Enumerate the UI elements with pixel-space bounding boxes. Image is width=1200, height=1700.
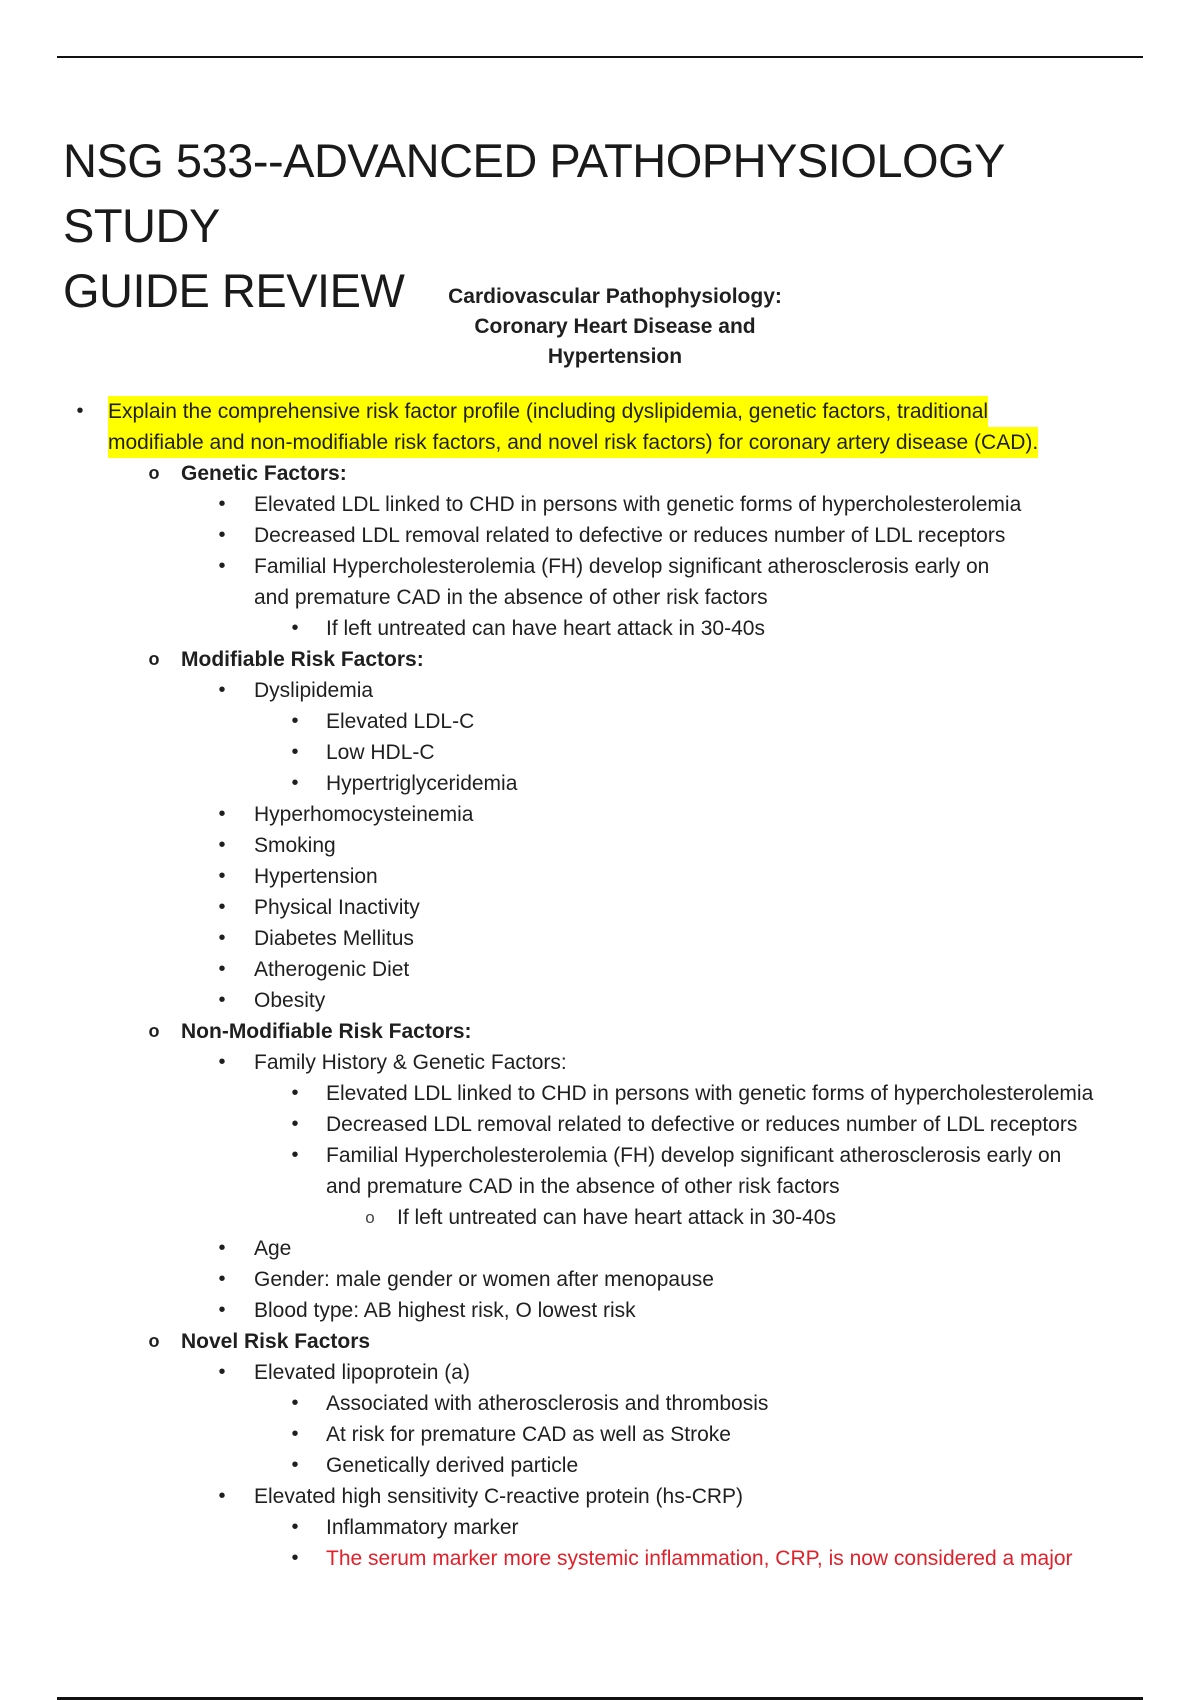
bullet-dot-icon: •	[291, 1516, 299, 1538]
bullet-dot-icon: •	[291, 741, 299, 763]
bullet-dot-icon: •	[218, 803, 226, 825]
bullet-dot-icon: •	[218, 493, 226, 515]
outline-item	[0, 644, 1200, 675]
bullet-dot-icon: •	[218, 524, 226, 546]
bullet-dot-icon: •	[291, 617, 299, 639]
bullet-dot-icon: •	[291, 1423, 299, 1445]
document-title-line-1: NSG 533--ADVANCED PATHOPHYSIOLOGY STUDY	[63, 134, 1005, 252]
outline-text: Novel Risk Factors	[181, 1330, 371, 1353]
bullet-dot-icon: •	[218, 1268, 226, 1290]
subtitle-line-2: Coronary Heart Disease and	[474, 315, 756, 338]
outline-text: Modifiable Risk Factors:	[181, 648, 424, 671]
outline-text: Elevated LDL linked to CHD in persons with genetic forms of hypercholesterolemia	[254, 493, 1022, 516]
top-rule	[57, 56, 1143, 58]
outline-item	[0, 923, 1200, 954]
bullet-dot-icon: •	[291, 1392, 299, 1414]
outline-text: The serum marker more systemic inflammation, CRP, is now considered a major	[326, 1547, 1073, 1570]
outline-continuation	[0, 582, 1200, 613]
outline-text: Genetic Factors:	[181, 462, 347, 485]
bullet-dot-icon: •	[218, 1485, 226, 1507]
outline-item	[0, 861, 1200, 892]
outline-text: Smoking	[254, 834, 336, 857]
outline-text: Elevated lipoprotein (a)	[254, 1361, 470, 1384]
outline-item	[0, 1233, 1200, 1264]
outline-text: Blood type: AB highest risk, O lowest risk	[254, 1299, 636, 1322]
outline-text: Diabetes Mellitus	[254, 927, 414, 950]
outline-text: At risk for premature CAD as well as Stroke	[326, 1423, 731, 1446]
outline-text: Familial Hypercholesterolemia (FH) develop significant atherosclerosis early on	[326, 1144, 1062, 1167]
outline-item	[0, 954, 1200, 985]
outline-item	[0, 458, 1200, 489]
outline-item	[0, 1512, 1200, 1543]
outline-item	[0, 706, 1200, 737]
outline-item	[0, 892, 1200, 923]
outline-item	[0, 768, 1200, 799]
outline-text: Genetically derived particle	[326, 1454, 579, 1477]
outline-item	[0, 1481, 1200, 1512]
bullet-dot-icon: •	[218, 1051, 226, 1073]
outline-text: Decreased LDL removal related to defective or reduces number of LDL receptors	[326, 1113, 1078, 1136]
bullet-dot-icon: •	[218, 679, 226, 701]
outline-text: Age	[254, 1237, 292, 1260]
outline-item	[0, 1295, 1200, 1326]
outline-item	[0, 1543, 1200, 1574]
outline-text: Hyperhomocysteinemia	[254, 803, 474, 826]
bullet-dot-icon: •	[291, 1113, 299, 1135]
outline-text: Decreased LDL removal related to defective or reduces number of LDL receptors	[254, 524, 1006, 547]
outline-text: Family History & Genetic Factors:	[254, 1051, 567, 1074]
outline-item	[0, 1078, 1200, 1109]
outline-text: Non-Modifiable Risk Factors:	[181, 1020, 472, 1043]
outline-text: Associated with atherosclerosis and thrombosis	[326, 1392, 769, 1415]
bullet-circle-icon: o	[148, 463, 160, 483]
outline-text: Hypertriglyceridemia	[326, 772, 518, 795]
bullet-dot-icon: •	[218, 555, 226, 577]
outline-text: Obesity	[254, 989, 326, 1012]
outline-text: Hypertension	[254, 865, 378, 888]
outline-text: Elevated LDL linked to CHD in persons with genetic forms of hypercholesterolemia	[326, 1082, 1094, 1105]
bullet-dot-icon: •	[218, 989, 226, 1011]
outline-item	[0, 830, 1200, 861]
outline-text: modifiable and non-modifiable risk factors, and novel risk factors) for coronary artery disease (CAD).	[108, 427, 1038, 458]
outline-body	[0, 396, 1200, 1574]
outline-item	[0, 1450, 1200, 1481]
outline-item	[0, 520, 1200, 551]
bullet-dot-icon: •	[291, 710, 299, 732]
bullet-circle-icon: o	[148, 1021, 160, 1041]
document-title-line-2: GUIDE REVIEW	[63, 264, 405, 317]
bullet-circle-icon: o	[148, 649, 160, 669]
outline-item	[0, 1109, 1200, 1140]
outline-text: Familial Hypercholesterolemia (FH) develop significant atherosclerosis early on	[254, 555, 990, 578]
outline-item	[0, 396, 1200, 427]
outline-item	[0, 489, 1200, 520]
outline-item	[0, 613, 1200, 644]
outline-item	[0, 1357, 1200, 1388]
outline-item	[0, 799, 1200, 830]
outline-text: and premature CAD in the absence of other risk factors	[254, 586, 768, 609]
outline-item	[0, 1047, 1200, 1078]
bullet-dot-icon: •	[291, 1082, 299, 1104]
outline-text: Dyslipidemia	[254, 679, 374, 702]
outline-text: Explain the comprehensive risk factor profile (including dyslipidemia, genetic factors, traditional	[108, 396, 988, 427]
outline-item	[0, 1264, 1200, 1295]
outline-item	[0, 1140, 1200, 1171]
bullet-dot-icon: •	[218, 1299, 226, 1321]
bullet-dot-icon: •	[291, 1454, 299, 1476]
outline-text: Elevated high sensitivity C-reactive protein (hs-CRP)	[254, 1485, 744, 1508]
bullet-dot-icon: •	[291, 1547, 299, 1569]
outline-text: Inflammatory marker	[326, 1516, 519, 1539]
outline-text: Gender: male gender or women after menopause	[254, 1268, 714, 1291]
outline-text: Atherogenic Diet	[254, 958, 410, 981]
bullet-dot-icon: •	[218, 896, 226, 918]
outline-item	[0, 1326, 1200, 1357]
bullet-dot-icon: •	[291, 772, 299, 794]
outline-item	[0, 737, 1200, 768]
bullet-circle-icon: o	[365, 1208, 375, 1227]
bullet-dot-icon: •	[218, 958, 226, 980]
bullet-dot-icon: •	[218, 1361, 226, 1383]
outline-continuation	[0, 1171, 1200, 1202]
outline-text: If left untreated can have heart attack in 30-40s	[397, 1206, 836, 1229]
outline-text: If left untreated can have heart attack in 30-40s	[326, 617, 765, 640]
outline-item	[0, 985, 1200, 1016]
outline-item	[0, 1202, 1200, 1233]
outline-text: and premature CAD in the absence of other risk factors	[326, 1175, 840, 1198]
bullet-dot-icon: •	[218, 927, 226, 949]
subtitle-line-3: Hypertension	[547, 345, 683, 368]
outline-item	[0, 1016, 1200, 1047]
outline-item	[0, 1388, 1200, 1419]
bullet-dot-icon: •	[218, 865, 226, 887]
bullet-dot-icon: •	[291, 1144, 299, 1166]
outline-item	[0, 675, 1200, 706]
bullet-dot-icon: •	[218, 1237, 226, 1259]
outline-item	[0, 551, 1200, 582]
bullet-dot-icon: •	[218, 834, 226, 856]
outline-continuation	[0, 427, 1200, 458]
outline-item	[0, 1419, 1200, 1450]
outline-text: Low HDL-C	[326, 741, 435, 764]
bullet-dot-icon: •	[76, 400, 84, 422]
bullet-circle-icon: o	[148, 1331, 160, 1351]
outline-text: Elevated LDL-C	[326, 710, 475, 733]
subtitle-line-1: Cardiovascular Pathophysiology:	[448, 285, 782, 308]
outline-text: Physical Inactivity	[254, 896, 420, 919]
section-subtitle	[0, 282, 1200, 372]
